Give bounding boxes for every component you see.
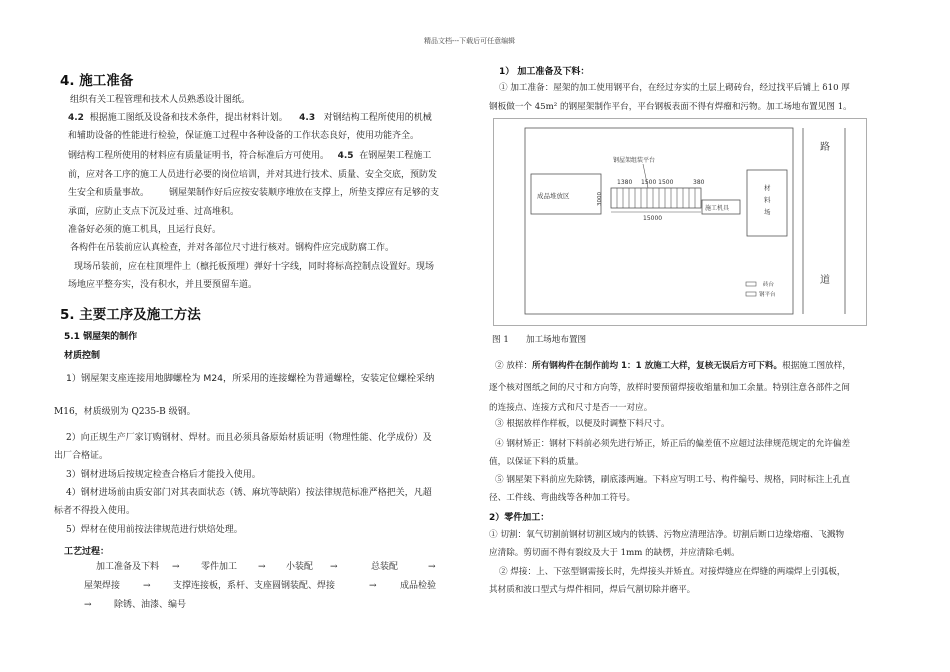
- text: 对钢结构工程所使用的机械: [323, 113, 432, 123]
- material-yard-label: 场: [764, 208, 771, 216]
- paragraph-line: 逐个核对图纸之间的尺寸和方向等，放样时要预留焊接收缩量和加工余量。特别注意各部件之间: [489, 383, 850, 393]
- text: 在钢屋架工程施工: [359, 151, 432, 161]
- section-5-1-title: 5.1 钢屋架的制作: [64, 332, 138, 342]
- site-layout-figure: [493, 118, 867, 326]
- platform-label: 钢屋架组装平台: [613, 157, 656, 164]
- arrow: →: [84, 600, 92, 610]
- text: 钢屋架制作好后应按安装顺序堆放在支撑上，所垫支撑应有足够的支: [169, 188, 440, 198]
- paragraph-line: [68, 187, 439, 200]
- arrow: →: [172, 562, 180, 572]
- paragraph-line: 5）焊材在使用前按法律规范进行烘焙处理。: [66, 525, 243, 535]
- paragraph-line: 的连接点、连接方式和尺寸是否一一对应。: [489, 403, 653, 413]
- paragraph-line: 前，应对各工序的施工人员进行必要的岗位培训，并对其进行技术、质量、安全交底，预防发: [68, 170, 438, 180]
- paragraph-line: M16，材质级别为 Q235-B 级钢。: [54, 407, 196, 417]
- paragraph-line: [68, 112, 432, 125]
- dimension-text: 1500 1500: [641, 179, 674, 186]
- paragraph-line: 现场吊装前，应在柱顶埋件上（檩托板预埋）弹好十字线，同时将标高控制点设置好。现场: [74, 262, 435, 272]
- process-step: 加工准备及下料: [96, 562, 160, 572]
- paragraph-line: 和辅助设备的性能进行检验，保证施工过程中各种设备的工作状态良好，使用功能齐全。: [68, 131, 420, 141]
- material-yard-label: 料: [764, 196, 771, 204]
- paragraph-line: ④ 钢材矫正：钢材下料前必须先进行矫正，矫正后的偏差值不应超过法律规范规定的允许偏差: [495, 439, 851, 449]
- material-yard-label: 材: [764, 184, 771, 192]
- paragraph-line: 出厂合格证。: [54, 451, 109, 461]
- paragraph-line: 2）向正规生产厂家订购钢材、焊材。而且必须具备原始材质证明（物理性能、化学成份）及: [66, 433, 432, 443]
- emphasis-text: 所有钢构件在制作前均 1：1 放施工大样，复核无误后方可下料。: [532, 361, 783, 371]
- dimension-text: 15000: [643, 215, 663, 222]
- text: 根据施工图纸及设备和技术条件，提出材料计划。: [89, 113, 288, 123]
- text: ② 放样：: [495, 361, 533, 371]
- section-5-title: 5. 主要工序及施工方法: [60, 307, 201, 323]
- paragraph-line: [495, 360, 851, 373]
- paragraph: 组织有关工程管理和技术人员熟悉设计图纸。: [70, 95, 251, 105]
- process-step: 屋架焊接: [84, 581, 121, 591]
- paragraph-line: 3）钢材进场后按规定检查合格后才能投入使用。: [66, 470, 261, 480]
- dimension-text: 1380: [617, 179, 633, 186]
- process-step: 小装配: [286, 562, 314, 572]
- arrow: →: [428, 562, 436, 572]
- paragraph-line: 径、工件线、弯曲线等各种加工符号。: [489, 493, 636, 503]
- legend-label: 砖台: [763, 282, 775, 288]
- paragraph-line: [68, 150, 431, 163]
- legend-swatch: [746, 292, 756, 296]
- paragraph-line: 各构件在吊装前应认真检查，并对各部位尺寸进行核对。钢构件应完成防腐工作。: [70, 243, 395, 253]
- page-header-watermark: 精品文档---下载后可任意编辑: [424, 37, 516, 45]
- item-number: 4.2: [68, 113, 84, 123]
- paragraph-line: 承面，应防止支点下沉及过垂、过高堆积。: [68, 207, 240, 217]
- process-step: 除锈、油漆、编号: [114, 600, 187, 610]
- assembly-platform: [611, 188, 701, 208]
- process-title: 工艺过程：: [64, 547, 110, 557]
- paragraph-line: 其材质和波口型式与焊件相同，焊后气割切除并磨平。: [489, 585, 696, 595]
- road-label: 路: [820, 142, 830, 153]
- section-4-title: 4. 施工准备: [60, 73, 134, 89]
- tools-label: 施工机具: [705, 205, 730, 212]
- arrow: →: [143, 581, 151, 591]
- paragraph-line: 4）钢材进场前由质安部门对其表面状态（锈、麻坑等缺陷）按法律规范标准严格把关，凡超: [66, 488, 432, 498]
- dimension-text: 380: [693, 179, 705, 186]
- platform-brick-piers: [617, 188, 695, 208]
- arrow: →: [258, 562, 266, 572]
- road-label: 道: [820, 275, 830, 286]
- paragraph-line: 准备好必须的施工机具，且运行良好。: [68, 225, 222, 235]
- process-step: 零件加工: [201, 562, 238, 572]
- text: 根据施工图放样，: [782, 361, 851, 371]
- material-control-title: 材质控制: [64, 351, 101, 361]
- paragraph-line: ① 切割：氧气切割前钢材切割区域内的铁锈、污物应清理洁净。切割后断口边缘熔瘤、飞溅物: [489, 530, 845, 540]
- figure-frame: [494, 119, 867, 326]
- paragraph-line: ⑤ 钢屋架下料前应先除锈，刷底漆两遍。下料应写明工号、构件编号、规格，同时标注上孔直: [495, 475, 851, 485]
- text: 生安全和质量事故。: [68, 188, 150, 198]
- legend-swatch: [746, 282, 756, 286]
- subsection-1-title: 1） 加工准备及下料：: [499, 67, 590, 77]
- paragraph-line: ② 焊接：上、下弦型钢需接长时，先焊接头并矫直。对接焊缝应在焊缝的两端焊上引弧板，: [499, 567, 846, 577]
- paragraph-line: 1）钢屋架支座连接用地脚螺栓为 M24，所采用的连接螺栓为普通螺栓，安装定位螺栓采纳: [66, 373, 435, 384]
- paragraph-line: ③ 根据放样作样板，以便及时调整下料尺寸。: [495, 419, 670, 429]
- storage-label: 成品堆放区: [537, 192, 570, 200]
- paragraph-line: 钢板做一个 45m² 的钢屋架制作平台，平台钢板表面不得有焊瘤和污物。加工场地布置见图 1。: [489, 102, 852, 112]
- item-number: 4.3: [299, 113, 316, 123]
- subsection-2-title: 2）零件加工：: [489, 513, 550, 523]
- paragraph-line: 应清除。剪切面不得有裂纹及大于 1mm 的缺楞，并应清除毛刺。: [489, 548, 740, 558]
- paragraph-line: 场地应平整夯实，没有积水，并且要预留车道。: [68, 280, 258, 290]
- arrow: →: [369, 581, 377, 591]
- paragraph-line: 值，以保证下料的质量。: [489, 457, 584, 467]
- paragraph-line: ① 加工准备：屋架的加工使用钢平台，在经过夯实的土层上砌砖台，经过找平后铺上 δ10 厚: [499, 83, 850, 93]
- text: 钢结构工程所使用的材料应有质量证明书，符合标准后方可使用。: [68, 151, 330, 161]
- legend-label: 钢平台: [759, 292, 776, 298]
- arrow: →: [330, 562, 338, 572]
- paragraph-line: 标者不得投入使用。: [54, 506, 136, 516]
- item-number: 4.5: [337, 151, 354, 161]
- process-step: 支撑连接板，系杆、支座圆钢装配、焊接: [173, 581, 336, 591]
- figure-caption: 图 1 加工场地布置图: [492, 335, 587, 345]
- process-step: 总装配: [371, 562, 399, 572]
- process-step: 成品检验: [400, 581, 437, 591]
- dimension-text: 3000: [597, 192, 603, 206]
